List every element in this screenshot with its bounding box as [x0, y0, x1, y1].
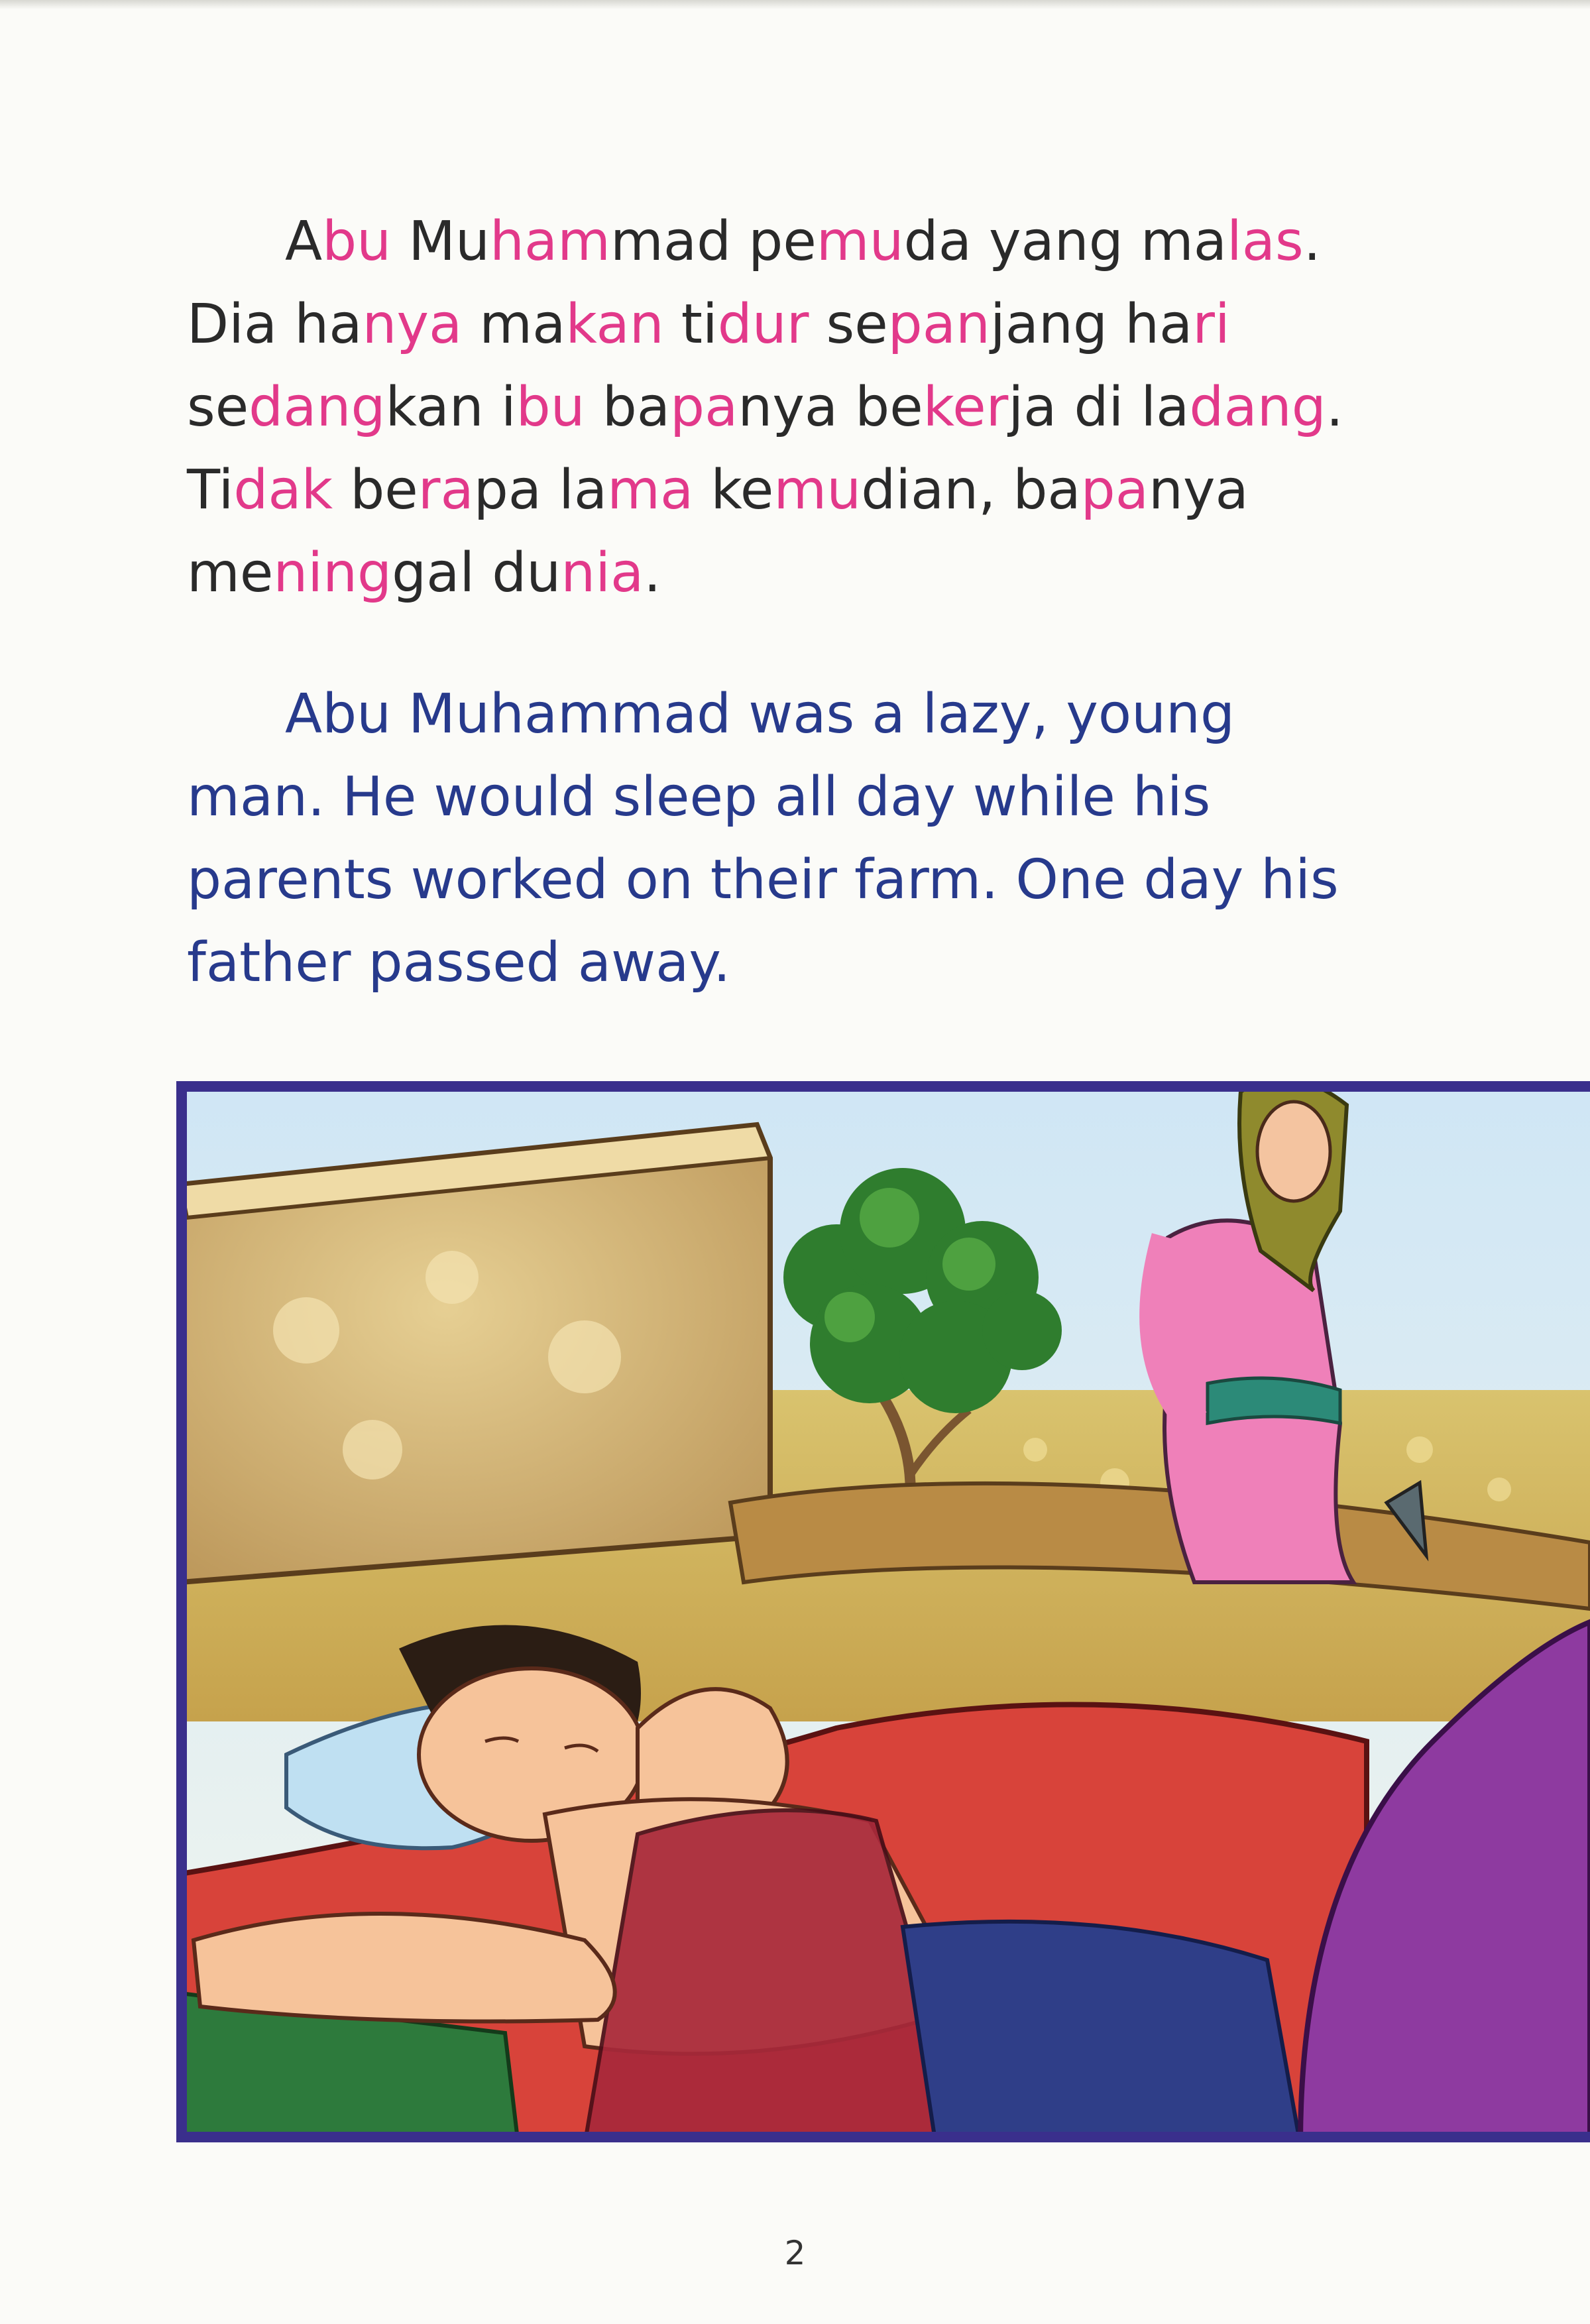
malay-line [187, 366, 1446, 449]
malay-paragraph [187, 200, 1446, 614]
highlighted-syllable: ham [489, 210, 611, 273]
plain-text: . [1326, 376, 1343, 439]
plain-text: ba [585, 376, 671, 439]
malay-line [187, 200, 1446, 283]
plain-text: Mu [391, 210, 490, 273]
malay-line [187, 449, 1446, 532]
plain-text: se [809, 293, 888, 356]
highlighted-syllable: las [1227, 210, 1304, 273]
plain-text: ti [663, 293, 718, 356]
english-line: Abu Muhammad was a lazy, young [285, 683, 1235, 746]
highlighted-syllable: pa [1080, 459, 1149, 522]
plain-text: me [187, 542, 274, 605]
plain-text: Ti [187, 459, 234, 522]
highlighted-syllable: ra [418, 459, 474, 522]
plain-text: gal du [392, 542, 561, 605]
plain-text: pa la [473, 459, 608, 522]
english-line: man. He would sleep all day while his [187, 766, 1211, 829]
highlighted-syllable: ma [607, 459, 694, 522]
plain-text: mad pe [610, 210, 817, 273]
highlighted-syllable: dak [233, 459, 333, 522]
highlighted-syllable: nya [362, 293, 463, 356]
plain-text: . [644, 542, 661, 605]
plain-text: ke [693, 459, 774, 522]
highlighted-syllable: dang [249, 376, 386, 439]
highlighted-syllable: kan [565, 293, 664, 356]
plain-text: nya be [738, 376, 923, 439]
highlighted-syllable: bu [516, 376, 585, 439]
page-top-edge [0, 0, 1590, 9]
highlighted-syllable: ri [1192, 293, 1230, 356]
story-illustration [174, 1078, 1590, 2145]
plain-text: dian, ba [861, 459, 1081, 522]
english-paragraph [187, 673, 1446, 1004]
plain-text: nya [1148, 459, 1249, 522]
highlighted-syllable: pan [887, 293, 990, 356]
malay-line [187, 283, 1446, 366]
highlighted-syllable: mu [816, 210, 904, 273]
plain-text: se [187, 376, 249, 439]
english-line: father passed away. [187, 931, 731, 994]
highlighted-syllable: ker [923, 376, 1009, 439]
highlighted-syllable: ning [273, 542, 392, 605]
highlighted-syllable: pa [670, 376, 738, 439]
highlighted-syllable: dang [1189, 376, 1326, 439]
page-number: 2 [784, 2234, 806, 2272]
plain-text: ja di la [1008, 376, 1190, 439]
malay-line [187, 532, 1446, 614]
plain-text: kan i [385, 376, 516, 439]
highlighted-syllable: mu [773, 459, 862, 522]
stone-wall [180, 1125, 770, 1582]
highlighted-syllable: bu [322, 210, 392, 273]
plain-text: Dia ha [187, 293, 363, 356]
highlighted-syllable: nia [561, 542, 644, 605]
plain-text: A [285, 210, 323, 273]
plain-text: jang ha [990, 293, 1193, 356]
highlighted-syllable: dur [717, 293, 809, 356]
english-line: parents worked on their farm. One day his [187, 848, 1339, 911]
plain-text: be [333, 459, 418, 522]
plain-text: ma [462, 293, 566, 356]
plain-text: . [1303, 210, 1321, 273]
plain-text: da yang ma [903, 210, 1227, 273]
